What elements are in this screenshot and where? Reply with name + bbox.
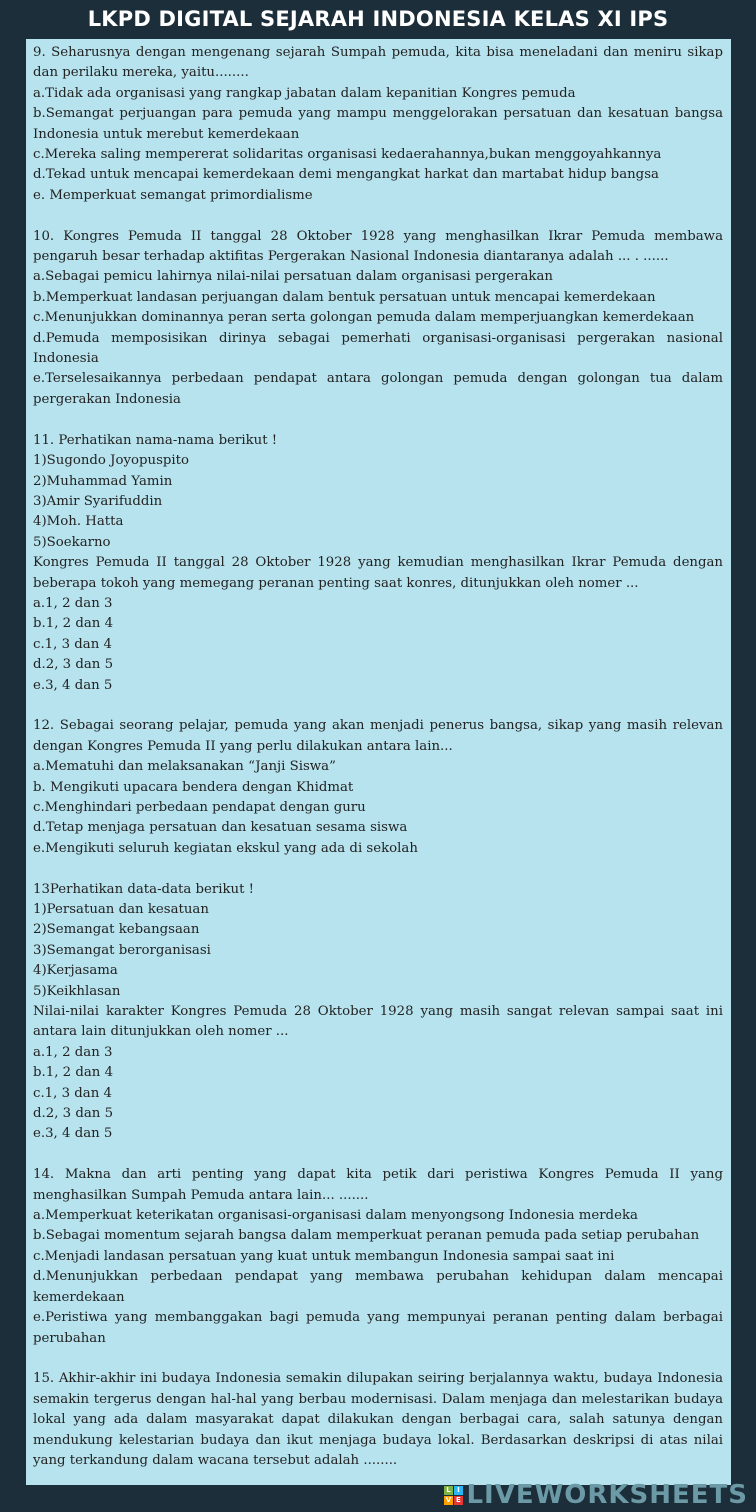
- question-text: 9. Seharusnya dengan mengenang sejarah Sumpah pemuda, kita bisa meneladani dan meniru sikap dan perilaku mereka, yaitu........: [33, 45, 723, 81]
- question-text: 10. Kongres Pemuda II tanggal 28 Oktober 1928 yang menghasilkan Ikrar Pemuda membawa pengaruh besar terhadap aktifitas Pergerakan Nasional Indonesia diantaranya adalah ... . ......: [33, 228, 723, 265]
- question-15: [33, 1369, 723, 1471]
- question-10: [33, 227, 723, 411]
- question-text: 13Perhatikan data-data berikut !: [33, 881, 255, 897]
- option-a: a.Tidak ada organisasi yang rangkap jabatan dalam kepanitian Kongres pemuda: [33, 85, 576, 101]
- option-c: c.Menunjukkan dominannya peran serta golongan pemuda dalam memperjuangkan kemerdekaan: [33, 310, 695, 326]
- option-a: a.Memperkuat keterikatan organisasi-organisasi dalam menyongsong Indonesia merdeka: [33, 1208, 638, 1224]
- option-b: b.1, 2 dan 4: [33, 616, 114, 632]
- option-d: d.Tekad untuk mencapai kemerdekaan demi mengangkat harkat dan martabat hidup bangsa: [33, 167, 659, 183]
- logo-letter: V: [445, 1495, 453, 1504]
- option-d: d.Tetap menjaga persatuan dan kesatuan sesama siswa: [33, 820, 408, 836]
- liveworksheets-logo[interactable]: [444, 1482, 748, 1508]
- option-d: d.Pemuda memposisikan dirinya sebagai pemerhati organisasi-organisasi pergerakan nasional Indonesia: [33, 330, 723, 367]
- logo-letter: E: [456, 1495, 462, 1504]
- option-d: d.Menunjukkan perbedaan pendapat yang membawa perubahan kehidupan dalam mencapai kemerdekaan: [33, 1269, 723, 1305]
- question-9: [33, 43, 723, 206]
- option-a: a.1, 2 dan 3: [33, 595, 113, 611]
- option-c: c.Menghindari perbedaan pendapat dengan guru: [33, 799, 366, 815]
- option-c: c.1, 3 dan 4: [33, 1085, 112, 1101]
- option-c: c.1, 3 dan 4: [33, 636, 112, 652]
- option-a: a.Mematuhi dan melaksanakan “Janji Siswa”: [33, 759, 336, 775]
- list-item: 2)Muhammad Yamin: [33, 473, 173, 489]
- list-item: 3)Semangat berorganisasi: [33, 942, 211, 958]
- list-item: 1)Sugondo Joyopuspito: [33, 453, 190, 469]
- option-d: d.2, 3 dan 5: [33, 657, 114, 673]
- page-title: LKPD DIGITAL SEJARAH INDONESIA KELAS XI IPS: [87, 7, 669, 31]
- list-item: 1)Persatuan dan kesatuan: [33, 902, 209, 917]
- list-item: 2)Semangat kebangsaan: [33, 922, 200, 938]
- option-e: e.Mengikuti seluruh kegiatan ekskul yang ada di sekolah: [33, 840, 418, 856]
- list-item: 4)Kerjasama: [33, 963, 118, 979]
- question-text: 14. Makna dan arti penting yang dapat kita petik dari peristiwa Kongres Pemuda II yang menghasilkan Sumpah Pemuda antara lain... .......: [33, 1167, 723, 1203]
- question-14: [33, 1165, 723, 1349]
- question-12: [33, 716, 723, 859]
- worksheet-panel: [26, 39, 731, 1485]
- list-item: 3)Amir Syarifuddin: [33, 493, 163, 509]
- list-item: 5)Soekarno: [33, 534, 111, 550]
- option-c: c.Menjadi landasan persatuan yang kuat untuk membangun Indonesia sampai saat ini: [33, 1248, 615, 1264]
- question-text: 11. Perhatikan nama-nama berikut !: [33, 432, 278, 448]
- question-text: 15. Akhir-akhir ini budaya Indonesia semakin dilupakan seiring berjalannya waktu, budaya Indonesia semakin tergerus dengan hal-hal yang berbau modernisasi. Dalam menjaga dan melestarikan budaya lokal yang ada dalam masyarakat dapat dilakukan dengan berbagai cara, salah satunya dengan mendukung kelestarian budaya dan ikut menjaga budaya lokal. Berdasarkan deskripsi di atas nilai yang terkandung dalam wacana tersebut adalah ........: [33, 1371, 723, 1468]
- option-e: e.3, 4 dan 5: [33, 677, 113, 693]
- logo-text: LIVEWORKSHEETS: [466, 1480, 748, 1510]
- question-11: [33, 431, 723, 696]
- option-e: e.3, 4 dan 5: [33, 1126, 113, 1142]
- list-item: 4)Moh. Hatta: [33, 514, 124, 530]
- option-d: d.2, 3 dan 5: [33, 1106, 114, 1122]
- list-item: 5)Keikhlasan: [33, 983, 121, 999]
- option-a: a.Sebagai pemicu lahirnya nilai-nilai persatuan dalam organisasi pergerakan: [33, 269, 553, 285]
- logo-letter: I: [454, 1486, 463, 1495]
- option-c: c.Mereka saling mempererat solidaritas organisasi kedaerahannya,bukan menggoyahkannya: [33, 147, 662, 163]
- logo-squares-icon: [444, 1486, 463, 1505]
- option-e: e. Memperkuat semangat primordialisme: [33, 187, 313, 203]
- option-e: e.Terselesaikannya perbedaan pendapat antara golongan pemuda dengan golongan tua dalam pergerakan Indonesia: [33, 371, 723, 407]
- question-13: [33, 880, 723, 1145]
- option-b: b. Mengikuti upacara bendera dengan Khidmat: [33, 779, 354, 795]
- option-e: e.Peristiwa yang membanggakan bagi pemuda yang mempunyai peranan penting dalam berbagai perubahan: [33, 1310, 723, 1346]
- option-b: b.Sebagai momentum sejarah bangsa dalam memperkuat peranan pemuda pada setiap perubahan: [33, 1228, 700, 1244]
- question-text: 12. Sebagai seorang pelajar, pemuda yang akan menjadi penerus bangsa, sikap yang masih relevan dengan Kongres Pemuda II yang perlu dilakukan antara lain...: [33, 718, 723, 754]
- option-a: a.1, 2 dan 3: [33, 1044, 113, 1060]
- logo-letter: L: [446, 1485, 452, 1494]
- option-b: b.1, 2 dan 4: [33, 1065, 114, 1081]
- question-prompt: Kongres Pemuda II tanggal 28 Oktober 1928 yang kemudian menghasilkan Ikrar Pemuda dengan beberapa tokoh yang memegang peranan penting saat konres, ditunjukkan oleh nomer ...: [33, 555, 723, 591]
- option-b: b.Semangat perjuangan para pemuda yang mampu menggelorakan persatuan dan kesatuan bangsa Indonesia untuk merebut kemerdekaan: [33, 106, 723, 142]
- option-b: b.Memperkuat landasan perjuangan dalam bentuk persatuan untuk mencapai kemerdekaan: [33, 289, 656, 305]
- question-prompt: Nilai-nilai karakter Kongres Pemuda 28 Oktober 1928 yang masih sangat relevan sampai saat ini antara lain ditunjukkan oleh nomer ...: [33, 1004, 723, 1040]
